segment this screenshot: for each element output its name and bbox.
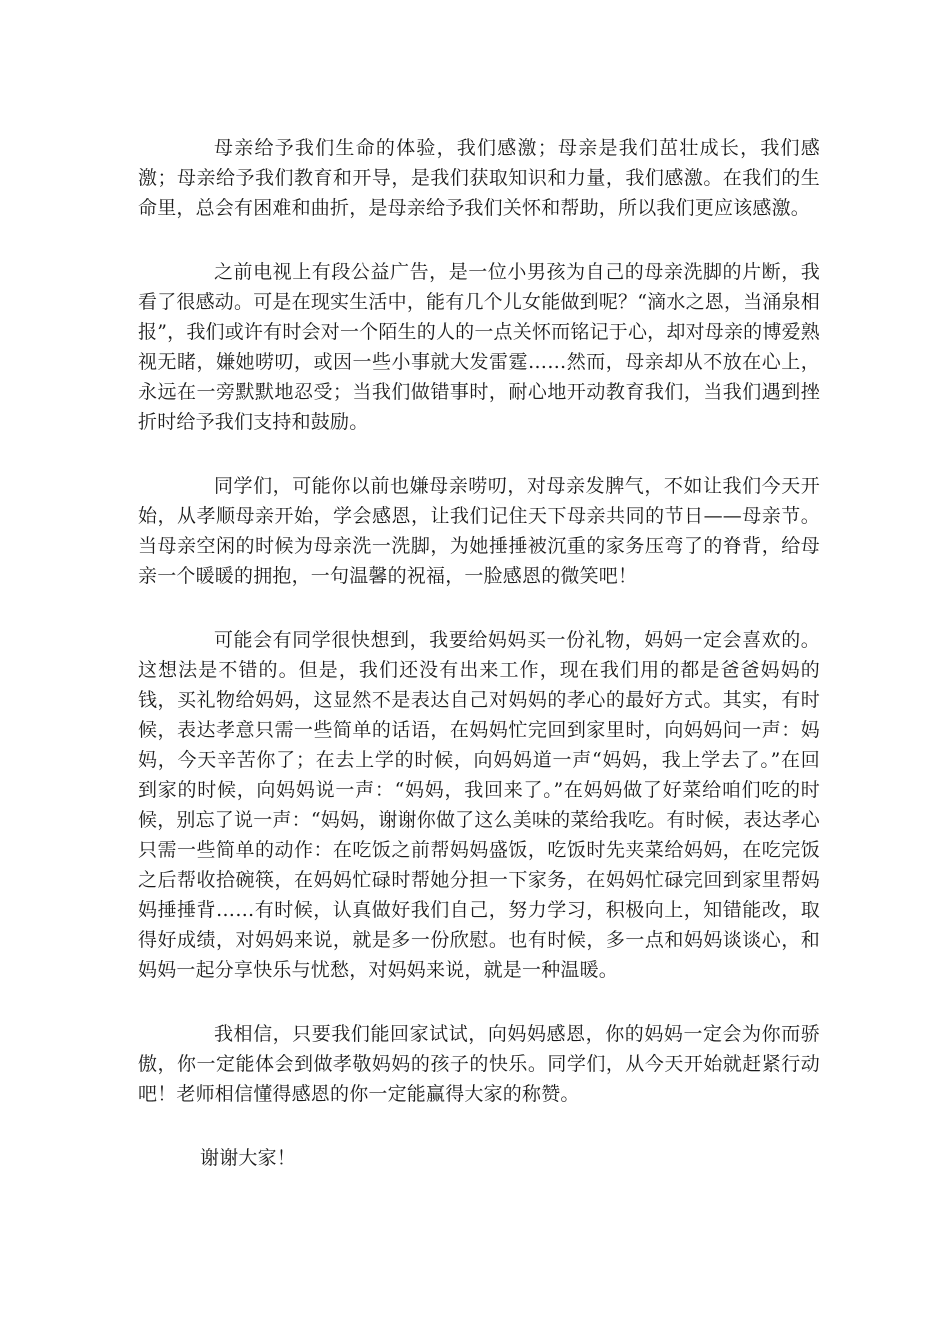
document-body — [138, 133, 820, 1173]
paragraph-2: 之前电视上有段公益广告，是一位小男孩为自己的母亲洗脚的片断，我看了很感动。可是在现实生活中，能有几个儿女能做到呢？“滴水之恩，当涌泉相报”，我们或许有时会对一个陌生的人的一点关怀而铭记于心，却对母亲的博爱熟视无睹，嫌她唠叨，或因一些小事就大发雷霆……然而，母亲却从不放在心上，永远在一旁默默地忍受；当我们做错事时，耐心地开动教育我们，当我们遇到挫折时给予我们支持和鼓励。 — [138, 261, 820, 433]
closing-line: 谢谢大家！ — [200, 1147, 297, 1169]
paragraph-3: 同学们，可能你以前也嫌母亲唠叨，对母亲发脾气，不如让我们今天开始，从孝顺母亲开始，学会感恩，让我们记住天下母亲共同的节日——母亲节。当母亲空闲的时候为母亲洗一洗脚，为她捶捶被沉重的家务压弯了的脊背，给母亲一个暖暖的拥抱，一句温馨的祝福，一脸感恩的微笑吧！ — [138, 475, 820, 587]
paragraph-5: 我相信，只要我们能回家试试，向妈妈感恩，你的妈妈一定会为你而骄傲，你一定能体会到做孝敬妈妈的孩子的快乐。同学们，从今天开始就赶紧行动吧！老师相信懂得感恩的你一定能赢得大家的称赞。 — [138, 1023, 820, 1105]
paragraph-1: 母亲给予我们生命的体验，我们感激；母亲是我们茁壮成长，我们感激；母亲给予我们教育和开导，是我们获取知识和力量，我们感激。在我们的生命里，总会有困难和曲折，是母亲给予我们关怀和帮助，所以我们更应该感激。 — [138, 137, 820, 219]
paragraph-4: 可能会有同学很快想到，我要给妈妈买一份礼物，妈妈一定会喜欢的。这想法是不错的。但是，我们还没有出来工作，现在我们用的都是爸爸妈妈的钱，买礼物给妈妈，这显然不是表达自己对妈妈的孝心的最好方式。其实，有时候，表达孝意只需一些简单的话语，在妈妈忙完回到家里时，向妈妈问一声：妈妈，今天辛苦你了；在去上学的时候，向妈妈道一声“妈妈，我上学去了。”在回到家的时候，向妈妈说一声：“妈妈，我回来了。”在妈妈做了好菜给咱们吃的时候，别忘了说一声：“妈妈，谢谢你做了这么美味的菜给我吃。有时候，表达孝心只需一些简单的动作：在吃饭之前帮妈妈盛饭，吃饭时先夹菜给妈妈，在吃完饭之后帮收拾碗筷，在妈妈忙碌时帮她分担一下家务，在妈妈忙碌完回到家里帮妈妈捶捶背……有时候，认真做好我们自己，努力学习，积极向上，知错能改，取得好成绩，对妈妈来说，就是多一份欣慰。也有时候，多一点和妈妈谈谈心，和妈妈一起分享快乐与忧愁，对妈妈来说，就是一种温暖。 — [138, 629, 820, 981]
